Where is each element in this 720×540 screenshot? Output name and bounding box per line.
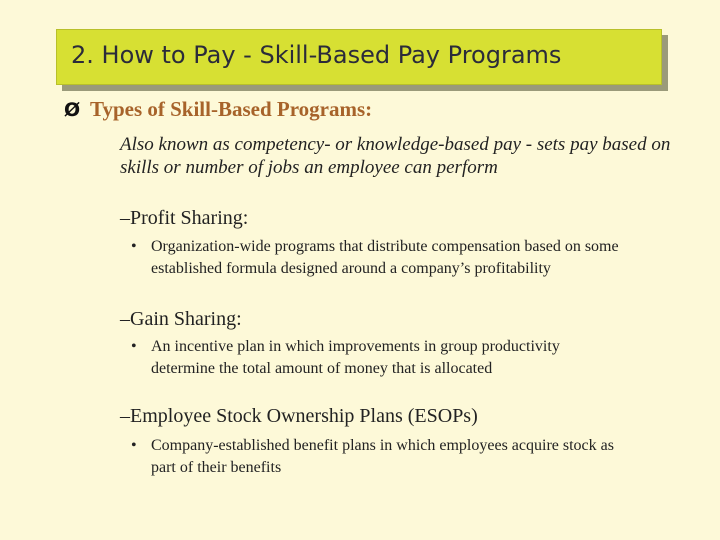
slide-title: 2. How to Pay - Skill-Based Pay Programs bbox=[71, 41, 562, 69]
intro-text: Also known as competency- or knowledge-based pay - sets pay based on skills or number of jobs an employee can perform bbox=[120, 134, 671, 178]
esop-bullet bbox=[131, 435, 621, 478]
bullet-dot-icon: • bbox=[131, 238, 137, 255]
bullet-dot-icon: • bbox=[131, 437, 137, 454]
arrow-bullet-icon: Ø bbox=[64, 99, 81, 121]
gain-sharing-text: An incentive plan in which improvements in group productivity determine the total amount of money that is allocated bbox=[151, 338, 560, 377]
esop-heading: –Employee Stock Ownership Plans (ESOPs) bbox=[120, 405, 478, 427]
profit-sharing-heading: –Profit Sharing: bbox=[120, 207, 249, 229]
profit-sharing-text: Organization-wide programs that distribute compensation based on some established formula designed around a company’s profitability bbox=[151, 238, 619, 277]
section-heading-text: Types of Skill-Based Programs: bbox=[90, 97, 373, 121]
title-banner bbox=[56, 29, 662, 85]
esop-text: Company-established benefit plans in which employees acquire stock as part of their benefits bbox=[151, 437, 614, 476]
profit-sharing-bullet bbox=[131, 236, 621, 279]
bullet-dot-icon: • bbox=[131, 338, 137, 355]
gain-sharing-heading: –Gain Sharing: bbox=[120, 308, 242, 330]
section-heading bbox=[64, 97, 372, 122]
gain-sharing-bullet bbox=[131, 336, 621, 379]
